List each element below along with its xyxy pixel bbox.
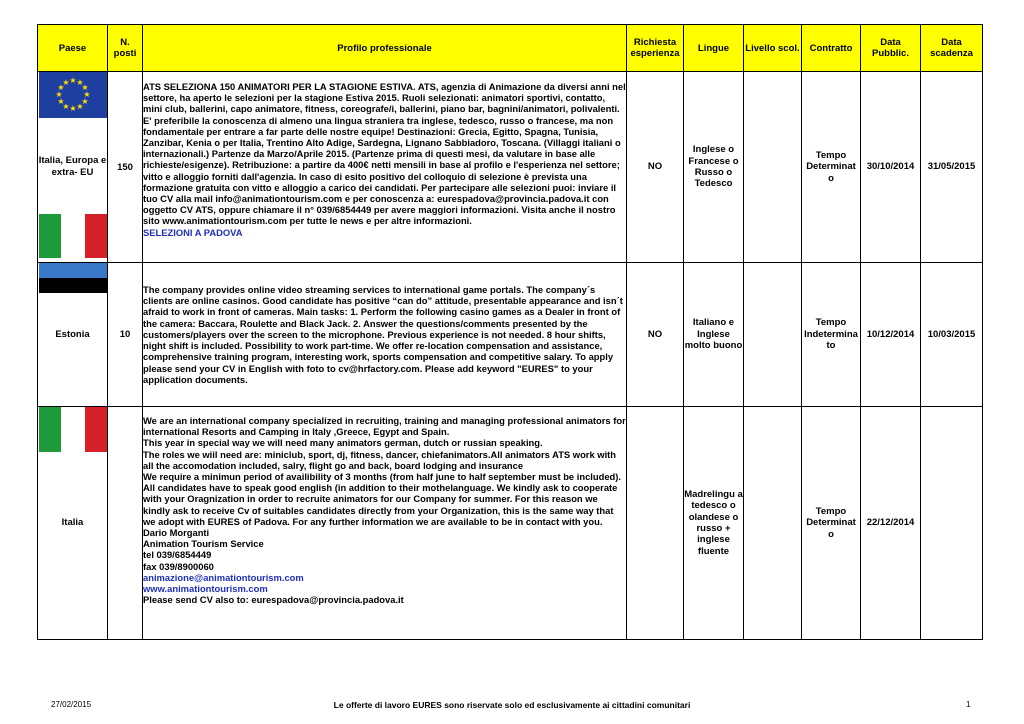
profile-line: We require a minimun period of availibility of 3 months (from half june to half september must be included). (143, 471, 622, 483)
languages-cell: Madrelingu a tedesco o olandese o russo + inglese fluente (684, 407, 744, 640)
header-esperienza: Richiesta esperienza (627, 25, 684, 72)
svg-text:★: ★ (56, 97, 65, 106)
email-link[interactable]: animazione@animationtourism.com (143, 571, 304, 583)
languages-cell: Inglese o Francese o Russo o Tedesco (684, 72, 744, 263)
table-row (38, 263, 983, 407)
posts-cell: 10 (108, 263, 143, 407)
job-offers-table (37, 24, 983, 640)
published-cell: 10/12/2014 (861, 263, 921, 407)
website-link[interactable]: www.animationtourism.com (143, 583, 268, 595)
country-cell (38, 407, 108, 640)
footer-notice: Le offerte di lavoro EURES sono riservate solo ed esclusivamente ai cittadini comunitari (333, 700, 691, 710)
header-contratto: Contratto (802, 25, 861, 72)
school-cell (744, 263, 802, 407)
svg-text:★: ★ (82, 90, 91, 99)
footer-date: 27/02/2015 (51, 700, 92, 709)
profile-line: The roles we wiil need are: miniclub, sport, dj, fitness, dancer, chiefanimators.All animators ATS work with all the accomodation included, salry, flight go and back, board lodging and insurance (143, 448, 617, 471)
profile-text: ATS SELEZIONA 150 ANIMATORI PER LA STAGIONE ESTIVA. ATS, agenzia di Animazione da diversi anni nel settore, ha aperto le selezioni per la stagione Estiva 2015. Ruoli selezionati: animatori sportivi, contatto, mini club, ballerini, capo animatore, fitness, coreografe/i, ballerini, piano bar, bagnini/animatori, polivalenti. E' preferibile la conoscenza di almeno una lingua straniera tra inglese, tedesco, russo o francese, ma non fondamentale per entrare a far parte delle nostre equipe! Destinazioni: Grecia, Egitto, Spagna, Tunisia, Zanzibar, Kenia o per Italia, Trentino Alto Adige, Sardegna, Lignano Sabbiadoro, Toscana. (Villaggi italiani o internazionali.) Partenze da Marzo/Aprile 2015. (Partenze prima di questi mesi, da valutare in base alle richieste/esigenze). Retribuzione: a partire da 400€ netti mensili in base al profilo e l'esperienza nel settore; vitto e alloggio forniti dall'agenzia. In caso di esito positivo del colloquio di selezione è prevista una formazione gratuita con vitto e alloggio a carico dei candidati. Per partecipare alle selezioni puoi: inviare il tuo CV alla mail info@animationtourism.com e per conoscenza a: eurespadova@provincia.padova.it con oggetto CV ATS, oppure chiamare il n° 039/6854449 per avere maggiori informazioni. Visita anche il nostro sito www.animationtourism.com per tutte le news e per altre informazioni. (143, 81, 626, 227)
country-cell (38, 263, 108, 407)
svg-text:★: ★ (61, 78, 70, 87)
school-cell (744, 72, 802, 263)
estonia-flag-icon (38, 263, 107, 312)
experience-cell (627, 407, 684, 640)
header-lingue: Lingue (684, 25, 744, 72)
posts-cell (108, 407, 143, 640)
svg-text:★: ★ (61, 102, 70, 111)
profile-line: Please send CV also to: eurespadova@provincia.padova.it (143, 594, 404, 606)
svg-text:★: ★ (75, 102, 84, 111)
school-cell (744, 407, 802, 640)
country-label: Italia, Europa e extra- EU (38, 155, 107, 178)
profile-text (143, 415, 626, 605)
profile-line: We are an international company specialized in recruiting, training and managing professional animators for international Resorts and Camping in Italy ,Greece, Egypt and Spain. (143, 415, 626, 438)
italy-flag-icon (38, 407, 107, 456)
header-profilo: Profilo professionale (143, 25, 627, 72)
deadline-cell (921, 407, 983, 640)
posts-cell: 150 (108, 72, 143, 263)
profile-line: All candidates have to speak good english (in addition to their mothelanguage. We kindly ask to cooperate with your Oragnization in order to recruite animators for our Company for summer. For this reason we kindly ask to receive Cv of suitables candidates directly from your Organization, this is the same way that we adopt with EURES of Padova. For any further information we are available to be in contact with you. Dario Morganti (143, 482, 618, 539)
profile-text: The company provides online video streaming services to international game portals. The company´s clients are online casinos. Good candidate has positive “can do” attitude, presentable appearance and isn´t afraid to work in front of cameras. Main tasks: 1. Perform the following casino games as a Dealer in front of the camera: Baccara, Roulette and Black Jack. 2. Answer the questions/comments presented by the customers/players over the screen to the microphone. Previous experience is not needed. 8 hour shifts, night shift is included. Possibility to work part-time. We offer re-location compensation and assistance, comprehensive training program, interesting work, sports compensation and competitive salary. To apply please send your CV in English with foto to cv@hrfactory.com. Please add keyword "EURES" to your application documents. (143, 284, 623, 385)
eu-flag-icon (38, 72, 107, 122)
languages-cell: Italiano e Inglese molto buono (684, 263, 744, 407)
published-cell: 30/10/2014 (861, 72, 921, 263)
deadline-cell: 31/05/2015 (921, 72, 983, 263)
svg-text:★: ★ (80, 83, 89, 92)
profile-link[interactable]: SELEZIONI A PADOVA (143, 226, 243, 238)
svg-text:★: ★ (56, 83, 65, 92)
header-paese: Paese (38, 25, 108, 72)
svg-text:★: ★ (54, 90, 63, 99)
contract-cell: Tempo Determinat o (802, 407, 861, 640)
profile-cell (143, 407, 627, 640)
header-posti: N. posti (108, 25, 143, 72)
page-number: 1 (966, 700, 971, 709)
profile-line: Animation Tourism Service (143, 538, 264, 550)
experience-cell: NO (627, 72, 684, 263)
contract-cell: Tempo Indetermina to (802, 263, 861, 407)
svg-text:★: ★ (68, 104, 77, 113)
table-row (38, 72, 983, 263)
italy-flag-icon (38, 214, 107, 262)
header-scadenza: Data scadenza (921, 25, 983, 72)
profile-cell (143, 72, 627, 263)
profile-cell (143, 263, 627, 407)
experience-cell: NO (627, 263, 684, 407)
deadline-cell: 10/03/2015 (921, 263, 983, 407)
header-pubblic: Data Pubblic. (861, 25, 921, 72)
header-row (38, 25, 983, 72)
svg-text:★: ★ (80, 97, 89, 106)
published-cell: 22/12/2014 (861, 407, 921, 640)
header-livello: Livello scol. (744, 25, 802, 72)
country-label: Italia (61, 517, 84, 528)
svg-text:★: ★ (75, 78, 84, 87)
profile-line: fax 039/8900060 (143, 560, 214, 572)
profile-line: This year in special way we will need many animators german, dutch or russian speaking. (143, 437, 543, 449)
profile-line: tel 039/6854449 (143, 549, 212, 561)
country-label: Estonia (55, 328, 90, 340)
contract-cell: Tempo Determinat o (802, 72, 861, 263)
svg-text:★: ★ (68, 76, 77, 85)
table-row (38, 407, 983, 640)
country-cell (38, 72, 108, 263)
